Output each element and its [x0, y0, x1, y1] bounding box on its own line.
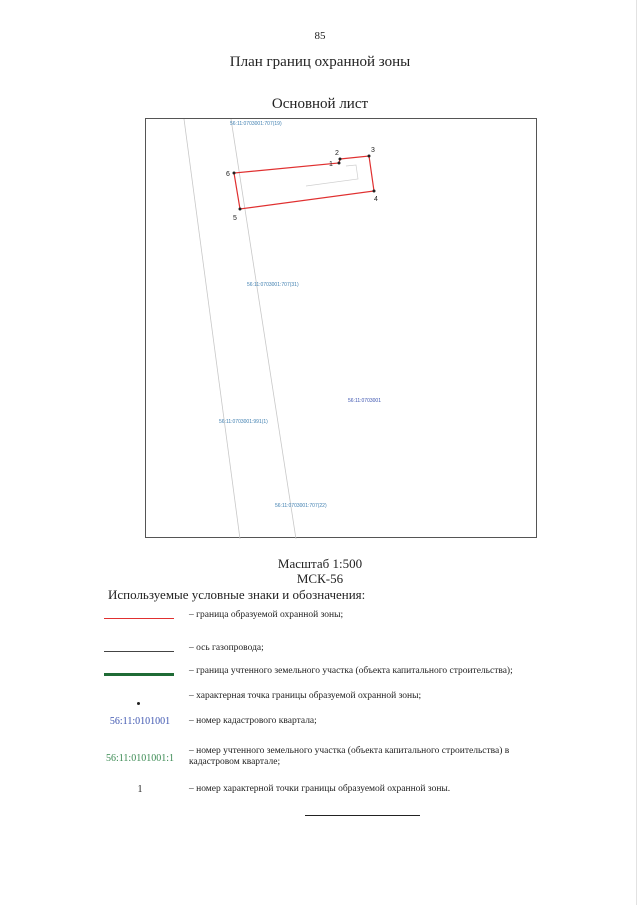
legend-symbol	[100, 641, 180, 661]
point-number-sample: 1	[137, 784, 143, 795]
parcel-number-label: 56:11:0703001:707(22)	[275, 503, 327, 509]
legend-symbol	[100, 689, 180, 709]
cadastral-quarter-label: 56:11:0703001	[348, 398, 381, 404]
legend-item	[0, 641, 640, 661]
legend-symbol	[100, 664, 180, 684]
page-title: План границ охранной зоны	[229, 54, 411, 70]
legend-description: – граница учтенного земельного участка (объекта капитального строительства);	[189, 666, 513, 676]
legend-description: – граница образуемой охранной зоны;	[189, 610, 344, 620]
sheet-subtitle: Основной лист	[271, 96, 369, 112]
legend-description: – характерная точка границы образуемой охранной зоны;	[189, 691, 422, 701]
coordinate-system: МСК-56	[296, 571, 344, 586]
point-number-label: 3	[371, 147, 375, 154]
page-edge-shadow	[636, 0, 637, 905]
point-number-label: 2	[335, 150, 339, 157]
point-number-label: 1	[329, 161, 333, 168]
quarter-number-sample: 56:11:0101001	[109, 716, 171, 727]
legend-item	[0, 689, 640, 709]
map-canvas	[146, 119, 538, 539]
dot-icon	[137, 702, 140, 705]
boundary-map	[145, 118, 537, 538]
point-number-label: 5	[233, 215, 237, 222]
boundary-point	[338, 162, 341, 165]
point-number-label: 6	[226, 171, 230, 178]
boundary-point	[368, 155, 371, 158]
footer-divider	[305, 815, 420, 816]
parcel-number-label: 56:11:0703001:991(1)	[219, 419, 268, 425]
legend-description: – номер характерной точки границы образуемой охранной зоны.	[189, 784, 451, 794]
boundary-point	[339, 158, 342, 161]
parcel-boundary-line	[184, 119, 240, 539]
legend-symbol	[100, 714, 180, 734]
legend-description: – ось газопровода;	[189, 643, 264, 653]
boundary-point	[233, 172, 236, 175]
page-number: 85	[314, 30, 326, 42]
legend-item	[0, 608, 640, 628]
legend-symbol	[100, 744, 180, 764]
thin-line-icon	[104, 651, 174, 652]
boundary-point	[239, 208, 242, 211]
parcel-number-label: 56:11:0703001:707(19)	[230, 121, 282, 127]
point-number-label: 4	[374, 196, 378, 203]
legend-item	[0, 714, 640, 734]
map-scale: Масштаб 1:500	[277, 556, 363, 571]
legend-item	[0, 664, 640, 684]
legend-item	[0, 782, 640, 802]
protection-zone-boundary	[234, 156, 374, 209]
legend-heading: Используемые условные знаки и обозначения:	[108, 587, 366, 602]
boundary-point	[373, 190, 376, 193]
parcel-boundary-line	[231, 119, 296, 539]
gas-pipeline-axis	[306, 165, 358, 186]
parcel-number-label: 56:11:0703001:707(31)	[247, 282, 299, 288]
red-line-icon	[104, 618, 174, 619]
legend-item	[0, 744, 640, 767]
legend-symbol	[100, 608, 180, 628]
legend-description: – номер кадастрового квартала;	[189, 716, 317, 726]
legend-description: – номер учтенного земельного участка (объекта капитального строительства) в кадастровом квартале;	[189, 746, 510, 767]
green-line-icon	[104, 673, 174, 676]
legend-symbol	[100, 782, 180, 802]
parcel-number-sample: 56:11:0101001:1	[106, 753, 174, 764]
